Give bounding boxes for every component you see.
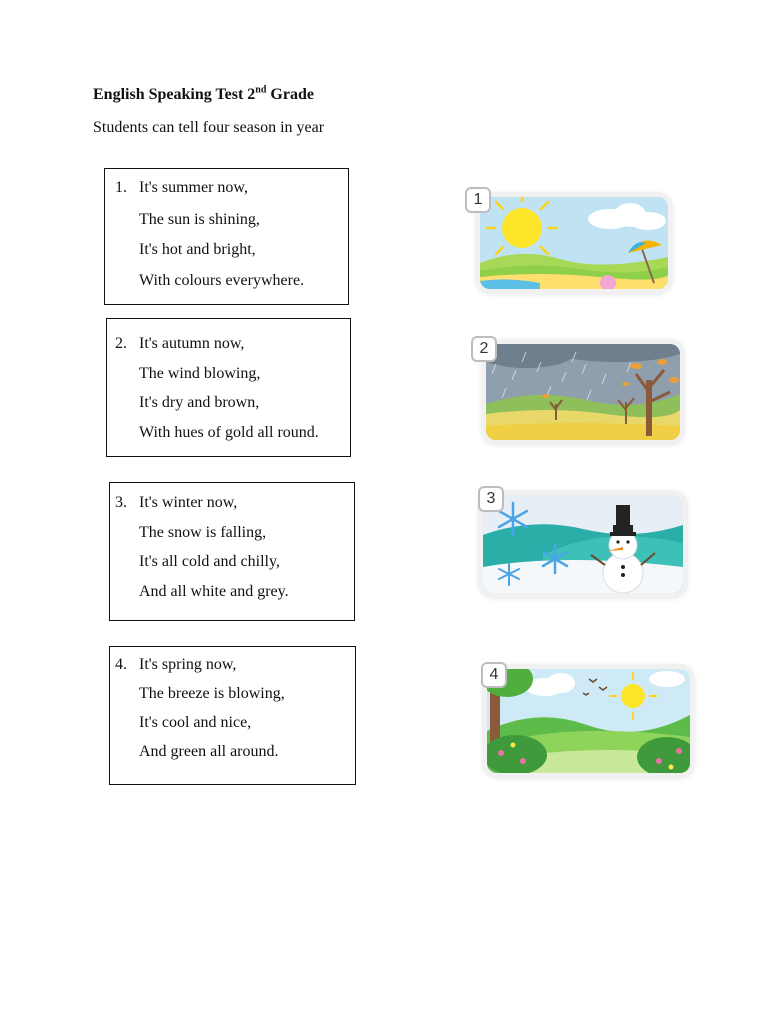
poem-line: 3. It's winter now, [115,494,238,511]
poem-line: 4. It's spring now, [115,656,237,673]
picture-badge: 1 [465,187,491,213]
summer-scene-icon [480,197,668,289]
poem-line: 2. It's autumn now, [115,335,245,352]
page-subtitle: Students can tell four season in year [93,119,325,136]
winter-picture [483,495,683,593]
picture-badge: 4 [481,662,507,688]
poem-line: It's cool and nice, [139,714,252,731]
poem-line: And all white and grey. [139,583,289,600]
autumn-picture [486,344,680,440]
poem-line: It's hot and bright, [139,241,256,258]
poem-line: With hues of gold all round. [139,424,319,441]
poem-line: The wind blowing, [139,365,261,382]
poem-line: The breeze is blowing, [139,685,285,702]
page-title: English Speaking Test 2nd Grade [93,84,314,103]
poem-line: With colours everywhere. [139,272,305,289]
picture-badge: 3 [478,486,504,512]
poem-line: It's all cold and chilly, [139,553,280,570]
poem-line: And green all around. [139,743,279,760]
poem-line: The snow is falling, [139,524,267,541]
autumn-scene-icon [486,344,680,440]
spring-scene-icon [487,669,690,773]
poem-box-summer [104,168,349,305]
poem-box-winter [109,482,355,621]
spring-picture [487,669,690,773]
poem-line: 1. It's summer now, [115,179,248,196]
winter-scene-icon [483,495,683,593]
title-superscript: nd [255,84,267,96]
summer-picture [480,197,668,289]
poem-line: The sun is shining, [139,211,260,228]
poem-number: 2. [115,335,127,352]
poem-line: It's dry and brown, [139,394,260,411]
poem-box-autumn [106,318,351,457]
poem-box-spring [109,646,356,785]
poem-number: 4. [115,656,127,673]
picture-badge: 2 [471,336,497,362]
poem-number: 3. [115,494,127,511]
poem-number: 1. [115,179,127,196]
